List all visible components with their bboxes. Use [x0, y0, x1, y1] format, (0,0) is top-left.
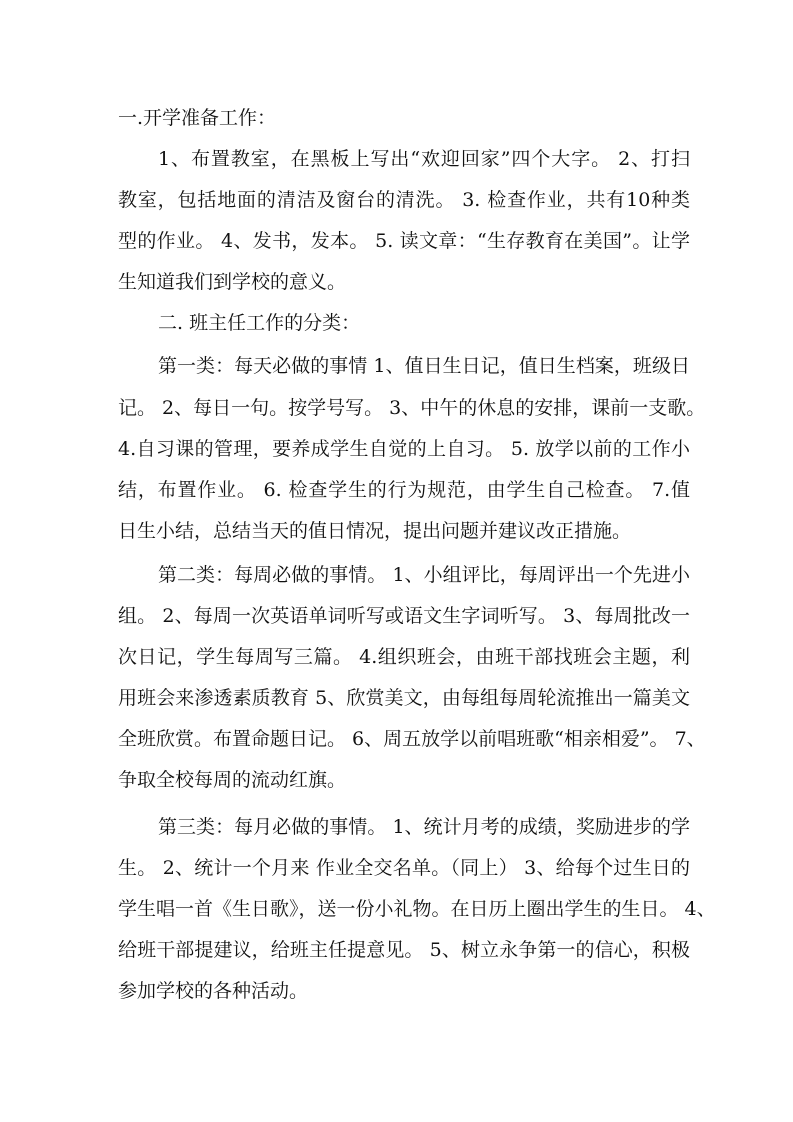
paragraph-line: 生。 2、统计一个月来 作业全交名单。（同上） 3、给每个过生日的 — [118, 857, 690, 879]
paragraph-line: 教室，包括地面的清洁及窗台的清洗。 3. 检查作业，共有10种类 — [118, 189, 690, 211]
paragraph-line: 结，布置作业。 6. 检查学生的行为规范，由学生自己检查。 7.值 — [118, 479, 690, 501]
paragraph-line: 1、布置教室，在黑板上写出“欢迎回家”四个大字。 2、打扫 — [158, 148, 690, 170]
paragraph-line: 争取全校每周的流动红旗。 — [118, 769, 347, 791]
paragraph-line: 记。 2、每日一句。按学号写。 3、中午的休息的安排，课前一支歌。 — [118, 397, 706, 419]
section-2-heading: 二. 班主任工作的分类： — [158, 312, 361, 334]
paragraph-line: 型的作业。 4、发书，发本。 5. 读文章：“生存教育在美国”。让学 — [118, 230, 690, 252]
paragraph-line: 参加学校的各种活动。 — [118, 980, 309, 1002]
paragraph-line: 学生唱一首《生日歌》，送一份小礼物。在日历上圈出学生的生日。 4、 — [118, 898, 716, 920]
paragraph-line: 生知道我们到学校的意义。 — [118, 271, 347, 293]
paragraph-line: 用班会来渗透素质教育 5、欣赏美文，由每组每周轮流推出一篇美文 — [118, 687, 690, 709]
paragraph-line: 第二类：每周必做的事情。 1、小组评比，每周评出一个先进小 — [158, 564, 690, 586]
paragraph-line: 第一类：每天必做的事情 1、值日生日记，值日生档案，班级日 — [158, 355, 690, 377]
section-1-heading: 一.开学准备工作： — [118, 107, 277, 129]
paragraph-line: 日生小结，总结当天的值日情况，提出问题并建议改正措施。 — [118, 520, 632, 542]
paragraph-line: 组。 2、每周一次英语单词听写或语文生字词听写。 3、每周批改一 — [118, 605, 690, 627]
paragraph-line: 次日记，学生每周写三篇。 4.组织班会，由班干部找班会主题，利 — [118, 646, 690, 668]
paragraph-line: 4.自习课的管理，要养成学生自觉的上自习。 5. 放学以前的工作小 — [118, 438, 690, 460]
paragraph-line: 第三类：每月必做的事情。 1、统计月考的成绩，奖励进步的学 — [158, 816, 690, 838]
paragraph-line: 给班干部提建议，给班主任提意见。 5、树立永争第一的信心，积极 — [118, 939, 690, 961]
paragraph-line: 全班欣赏。布置命题日记。 6、周五放学以前唱班歌“相亲相爱”。 7、 — [118, 728, 706, 750]
